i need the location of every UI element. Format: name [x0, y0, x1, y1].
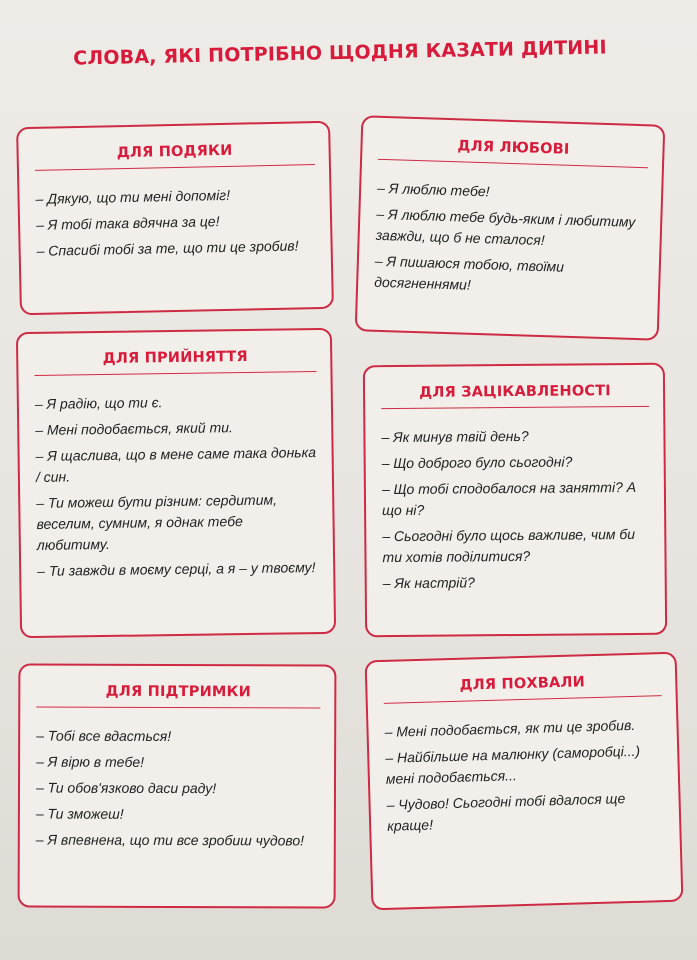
card-heading: ДЛЯ ПОДЯКИ [34, 141, 314, 171]
phrase: – Ти зможеш! [35, 805, 124, 822]
phrase: – Я впевнена, що ти все зробиш чудово! [35, 831, 305, 849]
phrase: – Що тобі сподобалося на занятті? А що ні? [381, 478, 637, 519]
card-gratitude [16, 121, 334, 316]
card-heading: ДЛЯ ПІДТРИМКИ [36, 684, 320, 709]
card-support [18, 663, 337, 908]
card-interest [363, 363, 667, 638]
phrase: – Як минув твій день? [381, 427, 529, 446]
card-love [355, 115, 666, 340]
phrase-list [36, 726, 320, 852]
phrase: – Найбільше на малюнку (саморобці...) мені подобається... [385, 742, 641, 787]
phrase: – Спасибі тобі за те, що ти це зробив! [36, 237, 299, 259]
phrase: – Чудово! Сьогодні тобі вдалося ще краще! [386, 790, 626, 834]
phrase: – Дякую, що ти мені допоміг! [35, 186, 231, 207]
phrase: – Я радію, що ти є. [34, 394, 163, 412]
phrase: – Я люблю тебе! [376, 179, 490, 200]
phrase: – Як настрій? [382, 574, 475, 592]
phrase: – Сьогодні було щось важливе, чим би ти хотів поділитися? [382, 525, 636, 566]
card-praise [365, 652, 684, 911]
phrase-list [381, 425, 650, 594]
phrase: – Я тобі така вдячна за це! [35, 213, 220, 233]
phrase: – Я люблю тебе будь-яким і любитиму завжди, що б не сталося! [375, 205, 636, 249]
phrase: – Ти завжди в моєму серці, а я – у твоєму! [37, 559, 316, 579]
phrase: – Мені подобається, який ти. [35, 419, 233, 438]
card-acceptance [16, 328, 336, 638]
phrase: – Я вірю в тебе! [36, 753, 145, 770]
phrase: – Ти можеш бути різним: сердитим, веселим, сумним, я однак тебе любитиму. [36, 491, 278, 553]
phrase-list [35, 183, 316, 262]
card-heading: ДЛЯ ЗАЦІКАВЛЕНОСТІ [381, 383, 649, 409]
card-heading: ДЛЯ ПОХВАЛИ [383, 672, 662, 704]
phrase-list [374, 178, 647, 301]
phrase: – Ти обов'язково даси раду! [35, 779, 217, 797]
phrase: – Що доброго було сьогодні? [381, 453, 573, 472]
phrase: – Я пишаюся тобою, твоїми досягненнями! [373, 252, 565, 293]
phrase: – Мені подобається, як ти це зробив. [384, 716, 636, 740]
card-heading: ДЛЯ ПРИЙНЯТТЯ [34, 348, 316, 376]
card-heading: ДЛЯ ЛЮБОВІ [378, 136, 649, 168]
phrase: – Тобі все вдасться! [36, 727, 172, 744]
phrase-list [384, 714, 665, 837]
page-title: СЛОВА, ЯКІ ПОТРІБНО ЩОДНЯ КАЗАТИ ДИТИНІ [72, 36, 608, 70]
phrase: – Я щаслива, що в мене саме така донька / син. [35, 444, 317, 485]
phrase-list [35, 390, 320, 582]
